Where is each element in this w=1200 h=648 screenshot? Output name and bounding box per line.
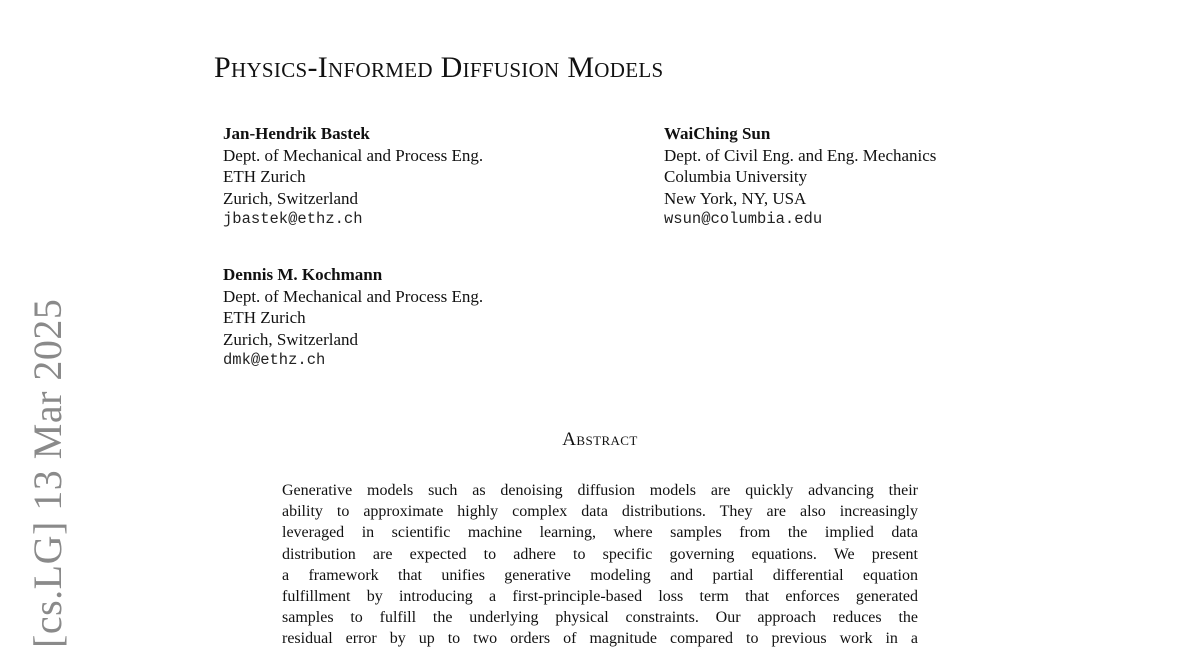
author-name: Dennis M. Kochmann: [223, 265, 383, 284]
author-email[interactable]: wsun@columbia.edu: [664, 210, 823, 228]
author-name: WaiChing Sun: [664, 124, 771, 143]
abstract-line: a framework that unifies generative modeling and partial differential equation: [282, 566, 918, 584]
author-name: Jan-Hendrik Bastek: [223, 124, 370, 143]
abstract-body: [282, 480, 918, 648]
author-department: Dept. of Mechanical and Process Eng.: [223, 286, 484, 306]
author-location: Zurich, Switzerland: [223, 188, 359, 208]
abstract-line: Generative models such as denoising diffusion models are quickly advancing their: [282, 482, 918, 499]
author-block-sun: [664, 123, 936, 231]
author-email[interactable]: jbastek@ethz.ch: [223, 210, 363, 228]
author-location: Zurich, Switzerland: [223, 329, 359, 349]
abstract-heading: Abstract: [562, 429, 638, 450]
author-institution: Columbia University: [664, 167, 808, 186]
abstract-line: distribution are expected to adhere to specific governing equations. We present: [282, 545, 918, 563]
author-email[interactable]: dmk@ethz.ch: [223, 351, 326, 369]
abstract-line: leveraged in scientific machine learning, where samples from the implied data: [282, 524, 918, 542]
author-block-bastek: [223, 123, 483, 231]
author-department: Dept. of Civil Eng. and Eng. Mechanics: [664, 145, 937, 165]
abstract-line: samples to fulfill the underlying physical constraints. Our approach reduces the: [282, 609, 918, 627]
author-institution: ETH Zurich: [223, 308, 306, 327]
abstract-line: fulfillment by introducing a first-principle-based loss term that enforces generated: [282, 588, 918, 606]
arxiv-side-stamp: [cs.LG] 13 Mar 2025: [25, 298, 70, 648]
abstract-line: ability to approximate highly complex data distributions. They are also increasingly: [282, 503, 918, 521]
author-block-kochmann: [223, 264, 483, 372]
author-department: Dept. of Mechanical and Process Eng.: [223, 145, 484, 165]
paper-title: Physics-Informed Diffusion Models: [214, 51, 664, 84]
abstract-line: residual error by up to two orders of magnitude compared to previous work in a: [282, 630, 918, 648]
author-location: New York, NY, USA: [664, 188, 807, 208]
author-institution: ETH Zurich: [223, 167, 306, 186]
